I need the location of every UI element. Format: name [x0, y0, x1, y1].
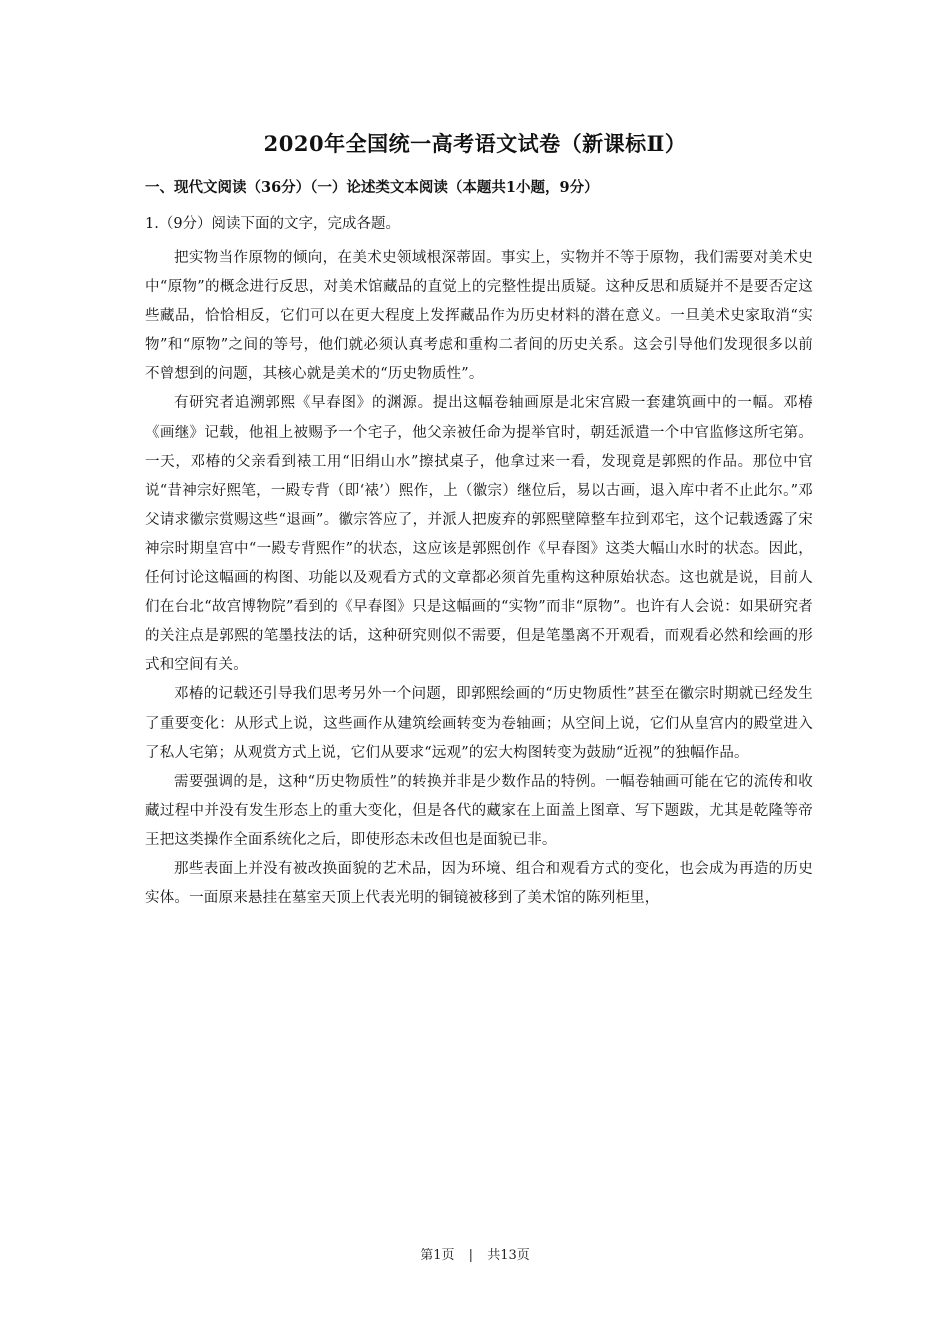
page-footer: [0, 1244, 950, 1263]
passage-body: [145, 244, 813, 913]
question-intro: 1.（9分）阅读下面的文字，完成各题。: [145, 216, 401, 232]
section-heading: 一、现代文阅读（36分）（一）论述类文本阅读（本题共1小题，9分）: [145, 179, 599, 196]
total-pages: 共13页: [487, 1248, 530, 1263]
exam-title: 2020年全国统一高考语文试卷（新课标Ⅱ）: [263, 131, 687, 156]
passage-paragraph: 邓椿的记载还引导我们思考另外一个问题，即郭熙绘画的“历史物质性”甚至在徽宗时期就已经发生了重要变化：从形式上说，这些画作从建筑绘画转变为卷轴画；从空间上说，它们从皇宫内的殿堂进入了私人宅第；从观赏方式上说，它们从要求“远观”的宏大构图转变为鼓励“近视”的独幅作品。: [145, 686, 813, 761]
page-number: 第1页: [420, 1248, 455, 1263]
footer-separator: |: [468, 1248, 474, 1263]
passage-paragraph: 那些表面上并没有被改换面貌的艺术品，因为环境、组合和观看方式的变化，也会成为再造的历史实体。一面原来悬挂在墓室天顶上代表光明的铜镜被移到了美术馆的陈列柜里，: [145, 860, 813, 907]
passage-paragraph: 有研究者追溯郭熙《早春图》的渊源。提出这幅卷轴画原是北宋宫殿一套建筑画中的一幅。邓椿《画继》记载，他祖上被赐予一个宅子，他父亲被任命为提举官时，朝廷派遣一个中官监修这所宅第。一天，邓椿的父亲看到裱工用“旧绢山水”擦拭桌子，他拿过来一看，发现竟是郭熙的作品。那位中官说“昔神宗好熙笔，一殿专背（即‘裱’）熙作，上（徽宗）继位后，易以古画，退入库中者不止此尔。”邓父请求徽宗赏赐这些“退画”。徽宗答应了，并派人把废弃的郭熙壁障整车拉到邓宅，这个记载透露了宋神宗时期皇宫中“一殿专背熙作”的状态，这应该是郭熙创作《早春图》这类大幅山水时的状态。因此，任何讨论这幅画的构图、功能以及观看方式的文章都必须首先重构这种原始状态。这也就是说，目前人们在台北“故宫博物院”看到的《早春图》只是这幅画的“实物”而非“原物”。也许有人会说：如果研究者的关注点是郭熙的笔墨技法的话，这种研究则似不需要，但是笔墨离不开观看，而观看必然和绘画的形式和空间有关。: [145, 395, 813, 674]
passage-paragraph: 需要强调的是，这种“历史物质性”的转换并非是少数作品的特例。一幅卷轴画可能在它的流传和收藏过程中并没有发生形态上的重大变化，但是各代的藏家在上面盖上图章、写下题跋，尤其是乾隆等帝王把这类操作全面系统化之后，即使形态未改但也是面貌已非。: [145, 773, 813, 848]
passage-paragraph: 把实物当作原物的倾向，在美术史领域根深蒂固。事实上，实物并不等于原物，我们需要对美术史中“原物”的概念进行反思，对美术馆藏品的直觉上的完整性提出质疑。这种反思和质疑并不是要否定这些藏品，恰恰相反，它们可以在更大程度上发挥藏品作为历史材料的潜在意义。一旦美术史家取消“实物”和“原物”之间的等号，他们就必须认真考虑和重构二者间的历史关系。这会引导他们发现很多以前不曾想到的问题，其核心就是美术的“历史物质性”。: [145, 250, 813, 383]
